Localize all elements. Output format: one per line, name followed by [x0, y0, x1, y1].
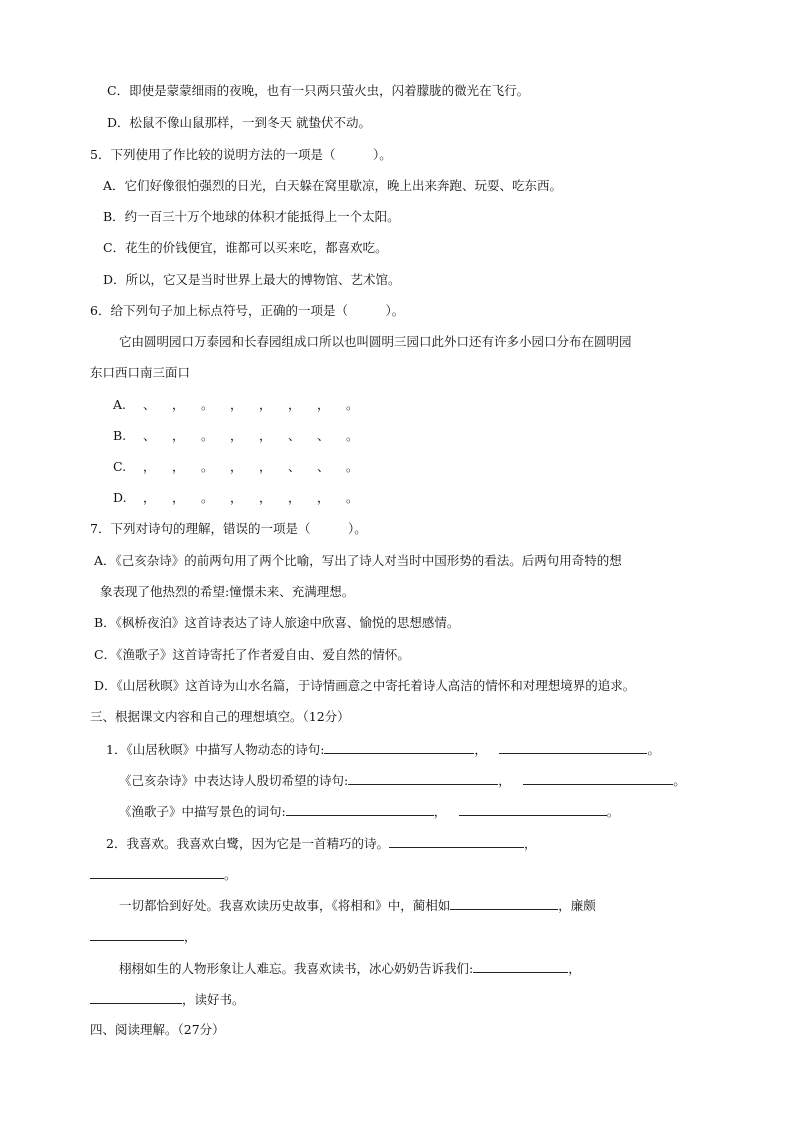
q4-option-d: D．松鼠不像山鼠那样，一到冬天 就蛰伏不动。	[107, 115, 371, 130]
answer-blank[interactable]	[499, 740, 647, 754]
answer-blank[interactable]	[90, 990, 182, 1004]
q6-stem: 6．给下列句子加上标点符号，正确的一项是（ ）。	[90, 303, 405, 318]
answer-blank[interactable]	[90, 927, 184, 941]
section4-title: 四、阅读理解。（27分）	[90, 1022, 225, 1037]
option-label: C.	[113, 459, 127, 474]
answer-blank[interactable]	[90, 865, 224, 879]
s3-item2-line6	[90, 990, 245, 1009]
q6-option-c	[113, 458, 375, 476]
q7-stem: 7．下列对诗句的理解，错误的一项是（ ）。	[90, 521, 367, 536]
q6-passage-line2: 东口西口南三面口	[90, 365, 191, 380]
punct-mark: ，	[172, 459, 185, 474]
q6-passage-line1: 它由圆明园口万泰园和长春园组成口所以也叫圆明三园口此外口还有许多小园口分布在圆明园	[119, 334, 632, 349]
q7-option-a-line2: 象表现了他热烈的希望:憧憬未来、充满理想。	[100, 584, 355, 599]
s3-item2-line3	[119, 896, 596, 915]
punct-mark: 。	[201, 490, 214, 505]
punct-mark: 、	[143, 397, 156, 412]
s3-item2-line5	[119, 959, 581, 978]
punct: 。	[673, 773, 686, 788]
answer-blank[interactable]	[389, 834, 524, 848]
s3-item1-prompt: 《己亥杂诗》中表达诗人殷切希望的诗句:	[119, 773, 349, 788]
answer-blank[interactable]	[523, 771, 673, 785]
s3-item2-tail: ，廉颇	[558, 898, 596, 913]
punct-mark: 、	[317, 459, 330, 474]
q7-option-a-line1: A．《己亥杂诗》的前两句用了两个比喻，写出了诗人对当时中国形势的看法。后两句用奇特的想	[94, 553, 622, 568]
q7-option-c: C．《渔歌子》这首诗寄托了作者爱自由、爱自然的情怀。	[94, 647, 410, 662]
q6-option-b	[113, 427, 375, 445]
punct-mark: ，	[259, 397, 272, 412]
q6-option-d	[113, 489, 375, 507]
punct-mark: ，	[230, 428, 243, 443]
answer-blank[interactable]	[473, 959, 568, 973]
punct: ，	[184, 929, 197, 944]
s3-item2-prompt: 栩栩如生的人物形象让人难忘。我喜欢读书，冰心奶奶告诉我们:	[119, 961, 474, 976]
s3-item1-line3	[119, 802, 619, 821]
punct: ，	[568, 961, 581, 976]
s3-item1-prompt: 《渔歌子》中描写景色的词句:	[119, 804, 286, 819]
punct-mark: ，	[172, 490, 185, 505]
answer-blank[interactable]	[348, 771, 498, 785]
punct-mark: 。	[346, 397, 359, 412]
option-label: A.	[113, 397, 127, 412]
s3-item1-prompt: 1．《山居秋暝》中描写人物动态的诗句:	[106, 742, 325, 757]
q4-option-c: C．即使是蒙蒙细雨的夜晚，也有一只两只萤火虫，闪着朦胧的微光在飞行。	[107, 83, 530, 98]
punct-mark: ，	[259, 459, 272, 474]
q5-option-b: B．约一百三十万个地球的体积才能抵得上一个太阳。	[103, 209, 400, 224]
punct-mark: ，	[230, 397, 243, 412]
q6-option-a	[113, 396, 375, 414]
punct-mark: ，	[143, 459, 156, 474]
q5-option-c: C．花生的价钱便宜，谁都可以买来吃，都喜欢吃。	[103, 240, 388, 255]
s3-item1-line2	[119, 771, 686, 790]
punct-mark: 、	[317, 428, 330, 443]
answer-blank[interactable]	[286, 802, 434, 816]
q5-option-d: D．所以，它又是当时世界上最大的博物馆、艺术馆。	[103, 272, 401, 287]
punct-mark: ，	[288, 490, 301, 505]
punct: ，	[474, 742, 487, 757]
s3-item1-line1	[106, 740, 660, 759]
punct-mark: ，	[288, 397, 301, 412]
q5-stem: 5．下列使用了作比较的说明方法的一项是（ ）。	[90, 147, 392, 162]
option-label: B.	[113, 428, 127, 443]
answer-blank[interactable]	[459, 802, 607, 816]
punct-mark: ，	[317, 490, 330, 505]
q7-option-b: B．《枫桥夜泊》这首诗表达了诗人旅途中欣喜、愉悦的思想感情。	[94, 615, 460, 630]
option-label: D.	[113, 490, 127, 505]
punct: 。	[224, 867, 237, 882]
punct: ，	[498, 773, 511, 788]
answer-blank[interactable]	[450, 896, 558, 910]
punct: 。	[647, 742, 660, 757]
answer-blank[interactable]	[324, 740, 474, 754]
punct-mark: ，	[172, 397, 185, 412]
punct-mark: ，	[230, 459, 243, 474]
s3-item2-prompt: 2．我喜欢。我喜欢白鹭，因为它是一首精巧的诗。	[106, 836, 389, 851]
punct-mark: ，	[172, 428, 185, 443]
s3-item2-prompt: 一切都恰到好处。我喜欢读历史故事，《将相和》中，蔺相如	[119, 898, 451, 913]
punct: ，	[523, 836, 537, 851]
punct: ，	[433, 804, 447, 819]
punct: 。	[606, 804, 620, 819]
punct-mark: ，	[317, 397, 330, 412]
s3-item2-line1	[106, 834, 536, 853]
section3-title: 三、根据课文内容和自己的理想填空。（12分）	[90, 709, 350, 724]
q7-option-d: D．《山居秋暝》这首诗为山水名篇，于诗情画意之中寄托着诗人高洁的情怀和对理想境界的追求。	[94, 678, 636, 693]
punct-mark: 。	[201, 459, 214, 474]
punct-mark: 、	[143, 428, 156, 443]
punct-mark: 。	[346, 459, 359, 474]
punct-mark: ，	[259, 428, 272, 443]
q5-option-a: A．它们好像很怕强烈的日光，白天躲在窝里歇凉，晚上出来奔跑、玩耍、吃东西。	[103, 178, 563, 193]
punct-mark: ，	[259, 490, 272, 505]
s3-item2-line2	[90, 865, 237, 884]
s3-item2-tail: ，读好书。	[182, 992, 245, 1007]
punct-mark: 。	[201, 428, 214, 443]
punct-mark: 。	[201, 397, 214, 412]
punct-mark: 。	[346, 428, 359, 443]
punct-mark: 。	[346, 490, 359, 505]
punct-mark: 、	[288, 459, 301, 474]
s3-item2-line4	[90, 927, 197, 946]
punct-mark: ，	[230, 490, 243, 505]
punct-mark: ，	[143, 490, 156, 505]
punct-mark: 、	[288, 428, 301, 443]
